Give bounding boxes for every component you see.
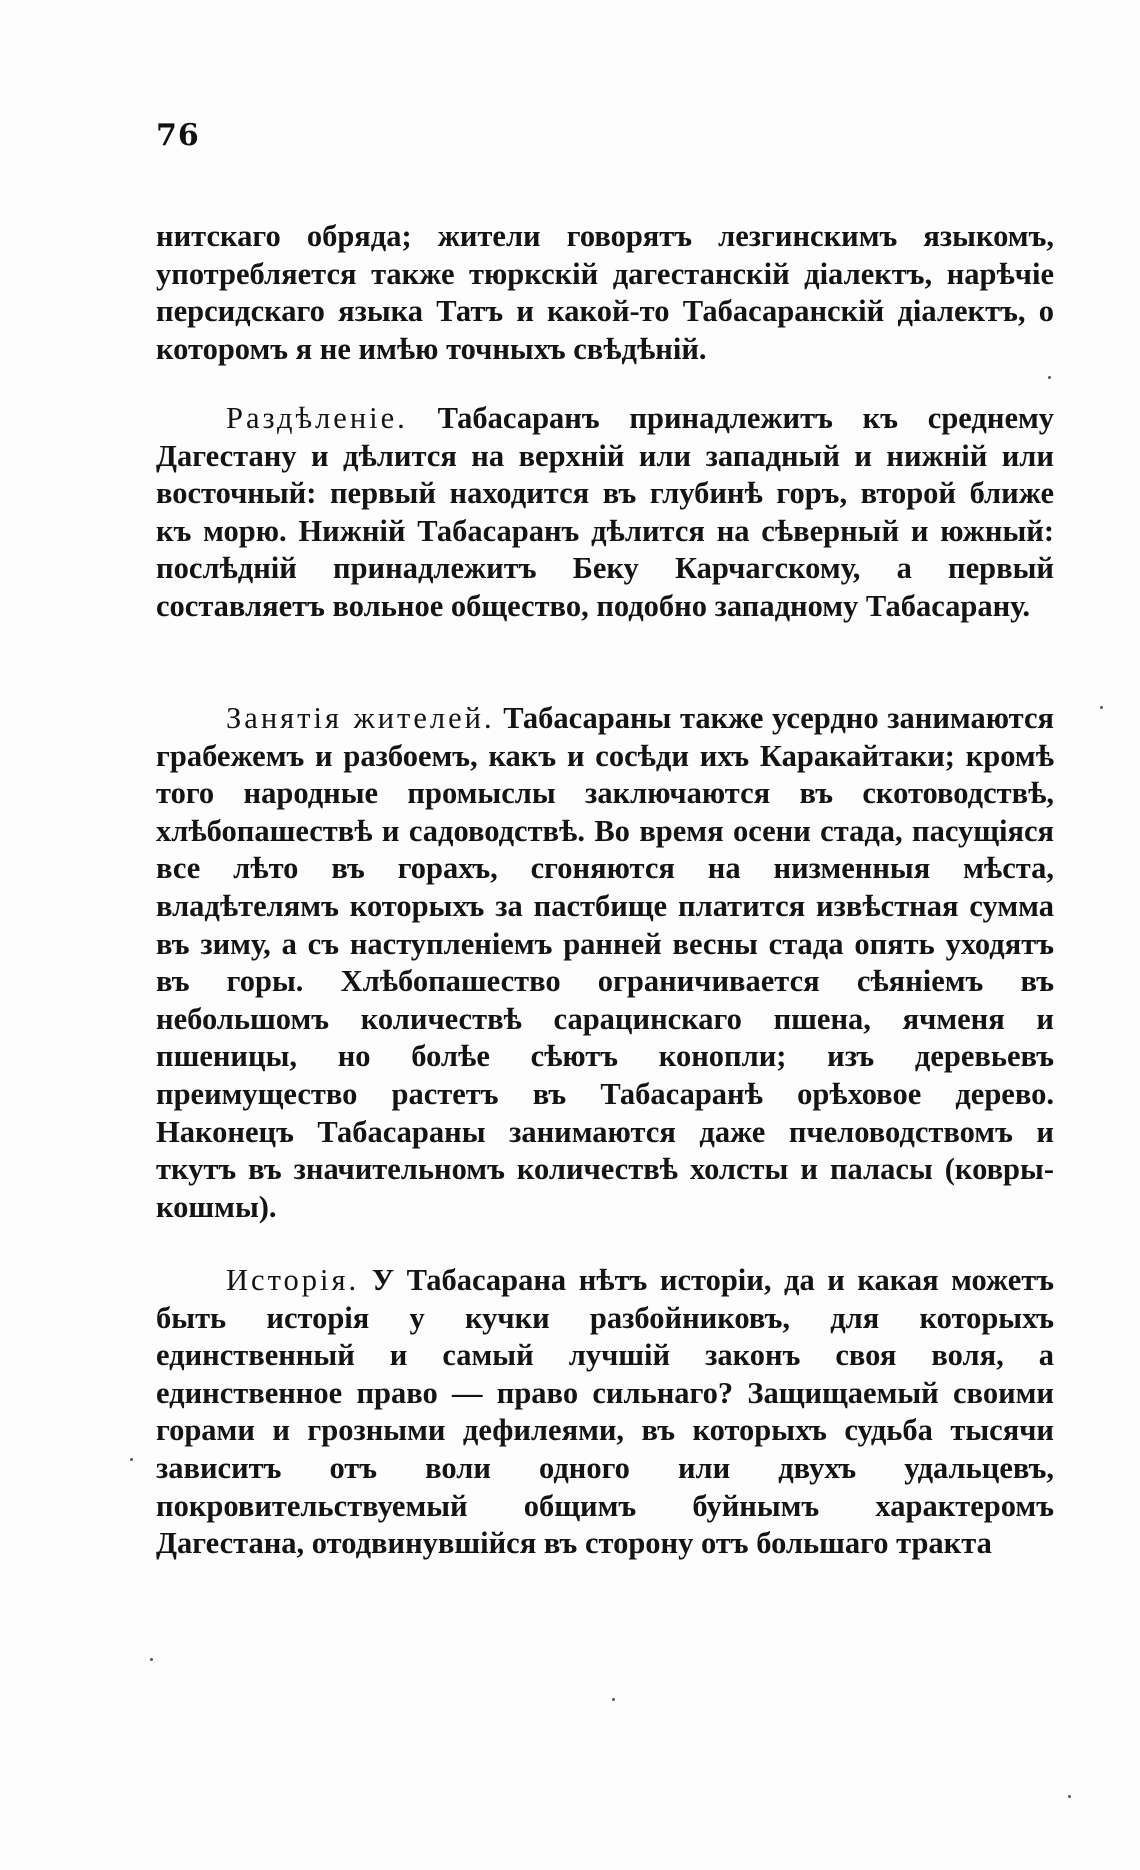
paragraph-body — [156, 700, 1054, 1226]
print-speck — [612, 1698, 615, 1701]
print-speck — [150, 1658, 153, 1661]
paragraph-division — [156, 400, 1054, 626]
paragraph-history — [156, 1262, 1054, 1563]
page-number: 76 — [156, 118, 200, 153]
paragraph-text: У Табасарана нѣтъ исторіи, да и какая можетъ быть исторія у кучки разбойниковъ, для которыхъ единственный и самый лучшій законъ своя воля, а единственное право — право сильнаго? Защищаемый своими горами и грозными дефилеями, въ которыхъ судьба тысячи зависитъ отъ воли одного или двухъ удальцевъ, покровительствуемый общимъ буйнымъ характеромъ Дагестана, отодвинувшійся въ сторону отъ большаго тракта — [156, 1263, 1055, 1561]
paragraph-heading: Раздѣленіе. — [226, 401, 408, 435]
paragraph-body — [156, 400, 1054, 626]
print-speck — [1100, 706, 1103, 709]
paragraph-heading: Занятія жителей. — [226, 701, 495, 735]
paragraph-text: нитскаго обряда; жители говорятъ лезгинскимъ языкомъ, употребляется также тюркскій дагестанскій діалектъ, нарѣчіе персидскаго языка Татъ и какой-то Табасаранскій діалектъ, о которомъ я не имѣю точныхъ свѣдѣній. — [156, 219, 1054, 366]
print-speck — [130, 1458, 133, 1461]
paragraph-language — [156, 218, 1054, 368]
print-speck — [1068, 1795, 1071, 1798]
paragraph-body — [156, 1262, 1054, 1563]
paragraph-text: Табасараны также усердно занимаются грабежемъ и разбоемъ, какъ и сосѣди ихъ Каракайтаки; кромѣ того народные промыслы заключаются въ скотоводствѣ, хлѣбопашествѣ и садоводствѣ. Во время осени стада, пасущіяся все лѣто въ горахъ, сгоняются на низменныя мѣста, владѣтелямъ которыхъ за пастбище платится извѣстная сумма въ зиму, а съ наступленіемъ ранней весны стада опять уходятъ въ горы. Хлѣбопашество ограничивается сѣяніемъ въ небольшомъ количествѣ сарацинскаго пшена, ячменя и пшеницы, но болѣе сѣютъ конопли; изъ деревьевъ преимущество растетъ въ Табасаранѣ орѣховое дерево. Наконецъ Табасараны занимаются даже пчеловодствомъ и ткутъ въ значительномъ количествѣ холсты и паласы (ковры-кошмы). — [156, 701, 1055, 1224]
paragraph-occupations — [156, 700, 1054, 1226]
print-speck — [1048, 376, 1051, 379]
paragraph-text: Табасаранъ принадлежитъ къ среднему Дагестану и дѣлится на верхній или западный и нижній или восточный: первый находится въ глубинѣ горъ, второй ближе къ морю. Нижній Табасаранъ дѣлится на сѣверный и южный: послѣдній принадлежитъ Беку Карчагскому, а первый составляетъ вольное общество, подобно западному Табасарану. — [156, 401, 1054, 623]
paragraph-heading: Исторія. — [226, 1263, 360, 1297]
